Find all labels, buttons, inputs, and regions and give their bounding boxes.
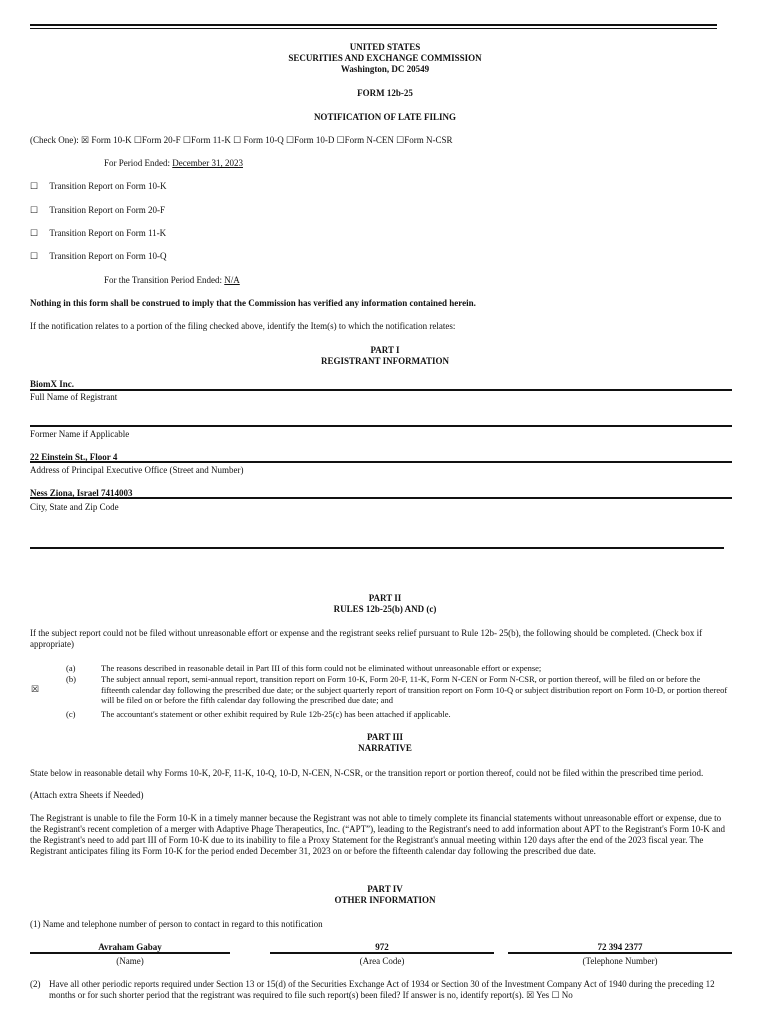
- checkbox-form-ncsr[interactable]: ☐: [396, 135, 405, 145]
- part4-title: PART IV: [367, 884, 403, 894]
- phone-label: (Telephone Number): [582, 956, 658, 966]
- transition-row-10q: [30, 251, 167, 262]
- field-line: [30, 461, 732, 463]
- part4-heading: [0, 884, 770, 906]
- item-letter: (a): [66, 663, 76, 673]
- transition-period-row: [104, 275, 240, 286]
- header-line1: UNITED STATES: [349, 42, 421, 52]
- option-form-20f: Form 20-F: [141, 135, 181, 145]
- item-text: The subject annual report, semi-annual report, transition report on Form 10-K, Form 20-F, 11-K, Form N-CEN or Form N-CSR, or portion thereof, will be filed on or before the fifteenth calendar day following the prescribed due date; or the subject quarterly report of transition report on Form 10-Q or subject distribution report on Form 10-D, or portion thereof will be filed on or before the fifth calendar day following the prescribed due date; and: [101, 674, 728, 705]
- check-one-label: (Check One):: [30, 135, 79, 145]
- part2-heading: [0, 593, 770, 615]
- address-street: 22 Einstein St., Floor 4: [30, 452, 118, 462]
- yes-no-checkboxes[interactable]: ☒ Yes ☐ No: [526, 990, 573, 1000]
- header-block: [0, 42, 770, 75]
- part1-title: PART I: [370, 345, 400, 355]
- question-2-text: Have all other periodic reports required under Section 13 or 15(d) of the Securities Exchange Act of 1934 or Section 30 of the Investment Company Act of 1940 during the preceding 12 months or for such shorter period that the registrant was required to file such report(s) been filed? If answer is no, identify report(s).: [49, 979, 715, 1000]
- top-rule: [30, 24, 717, 26]
- checkbox-form-20f[interactable]: ☐: [133, 135, 142, 145]
- question-1: (1) Name and telephone number of person to contact in regard to this notification: [30, 919, 323, 929]
- period-ended-row: [104, 158, 243, 169]
- field-label: Former Name if Applicable: [30, 429, 130, 439]
- transition-label: Transition Report on Form 20-F: [49, 205, 166, 215]
- part2-title: PART II: [368, 593, 402, 603]
- transition-period-value: N/A: [224, 275, 240, 285]
- form-number: FORM 12b-25: [357, 88, 413, 98]
- portion-note: If the notification relates to a portion of the filing checked above, identify the Item(s) to which the notification relates:: [30, 321, 456, 331]
- period-ended-label: For Period Ended:: [104, 158, 170, 168]
- item-text: The reasons described in reasonable detail in Part III of this form could not be eliminated without unreasonable effort or expense;: [101, 663, 542, 673]
- address-city: Ness Ziona, Israel 7414003: [30, 488, 133, 498]
- phone-line: [508, 952, 732, 954]
- contact-name: Avraham Gabay: [98, 942, 162, 952]
- field-label: Full Name of Registrant: [30, 392, 118, 402]
- transition-row-10k: [30, 181, 167, 192]
- transition-checkbox[interactable]: ☐: [30, 228, 39, 238]
- question-2: [49, 979, 733, 1001]
- checkbox-form-10k[interactable]: ☒: [80, 135, 90, 145]
- transition-label: Transition Report on Form 10-Q: [49, 251, 167, 261]
- item-letter: (b): [66, 674, 76, 684]
- part3-intro: State below in reasonable detail why Forms 10-K, 20-F, 11-K, 10-Q, 10-D, N-CEN, N-CSR, or the transition report or portion thereof, could not be filed within the prescribed time period.: [30, 768, 704, 778]
- transition-row-20f: [30, 205, 165, 216]
- item-letter: (c): [66, 709, 76, 719]
- part3-heading: [0, 732, 770, 754]
- field-label: Address of Principal Executive Office (Street and Number): [30, 465, 244, 475]
- part1-subtitle: REGISTRANT INFORMATION: [321, 356, 449, 366]
- part2-intro: If the subject report could not be filed without unreasonable effort or expense and the registrant seeks relief pursuant to Rule 12b- 25(b), the following should be completed. (Check box if appropriate): [30, 628, 703, 649]
- field-label: City, State and Zip Code: [30, 502, 119, 512]
- question-2-number: (2): [30, 979, 41, 989]
- contact-name-line: [30, 952, 230, 954]
- narrative-text: The Registrant is unable to file the Form 10-K in a timely manner because the Registrant was not able to timely complete its financial statements without unreasonable effort or expense, due to the Registrant's recent completion of a merger with Adaptive Phage Therapeutics, Inc. (“APT”), leading to the Registrant's need to add information about APT to the Registrant's Form 10-K and the Registrant's need to add part III of Form 10-K due to its inability to file a Proxy Statement for the Registrant's annual meeting within 120 days after the end of the 2023 fiscal year. The Registrant anticipates filing its Form 10-K for the period ended December 31, 2023 on or before the fifteenth calendar day following the prescribed due date.: [30, 813, 725, 856]
- contact-area-code: 972: [375, 942, 389, 952]
- part2-subtitle: RULES 12b-25(b) AND (c): [333, 604, 437, 614]
- option-form-11k: Form 11-K: [190, 135, 231, 145]
- transition-period-label: For the Transition Period Ended:: [104, 275, 223, 285]
- checkbox-form-10q[interactable]: ☐: [233, 135, 242, 145]
- part2-checkbox[interactable]: ☒: [31, 684, 40, 694]
- option-form-10k: Form 10-K: [91, 135, 132, 145]
- area-code-label: (Area Code): [359, 956, 405, 966]
- part3-title: PART III: [366, 732, 404, 742]
- part3-subtitle: NARRATIVE: [358, 743, 412, 753]
- transition-checkbox[interactable]: ☐: [30, 181, 39, 191]
- option-form-10d: Form 10-D: [294, 135, 335, 145]
- part3-attach-note: (Attach extra Sheets if Needed): [30, 790, 144, 800]
- checkbox-form-10d[interactable]: ☐: [285, 135, 295, 145]
- part1-heading: [0, 345, 770, 367]
- transition-row-11k: [30, 228, 166, 239]
- field-line: [30, 425, 732, 427]
- option-form-ncen: Form N-CEN: [344, 135, 394, 145]
- disclaimer: Nothing in this form shall be construed to imply that the Commission has verified any information contained herein.: [30, 298, 476, 308]
- transition-label: Transition Report on Form 11-K: [49, 228, 167, 238]
- field-line: [30, 497, 732, 499]
- contact-name-label: (Name): [116, 956, 144, 966]
- part4-subtitle: OTHER INFORMATION: [334, 895, 436, 905]
- option-form-ncsr: Form N-CSR: [404, 135, 453, 145]
- header-line2: SECURITIES AND EXCHANGE COMMISSION: [288, 53, 482, 63]
- option-form-10q: Form 10-Q: [243, 135, 284, 145]
- transition-label: Transition Report on Form 10-K: [49, 181, 167, 191]
- registrant-name: BiomX Inc.: [30, 379, 75, 389]
- top-rule-thin: [30, 28, 717, 29]
- period-ended-value: December 31, 2023: [172, 158, 243, 168]
- checkbox-form-11k[interactable]: ☐: [182, 135, 191, 145]
- area-code-line: [270, 952, 494, 954]
- transition-checkbox[interactable]: ☐: [30, 205, 39, 215]
- checkbox-form-ncen[interactable]: ☐: [336, 135, 345, 145]
- contact-phone: 72 394 2377: [597, 942, 643, 952]
- transition-checkbox[interactable]: ☐: [30, 251, 39, 261]
- item-text: The accountant's statement or other exhibit required by Rule 12b-25(c) has been attached if applicable.: [101, 709, 451, 719]
- field-line: [30, 389, 732, 391]
- section-divider: [30, 547, 724, 549]
- check-one-row: [30, 135, 452, 146]
- header-line3: Washington, DC 20549: [340, 64, 430, 74]
- form-title: NOTIFICATION OF LATE FILING: [313, 112, 457, 122]
